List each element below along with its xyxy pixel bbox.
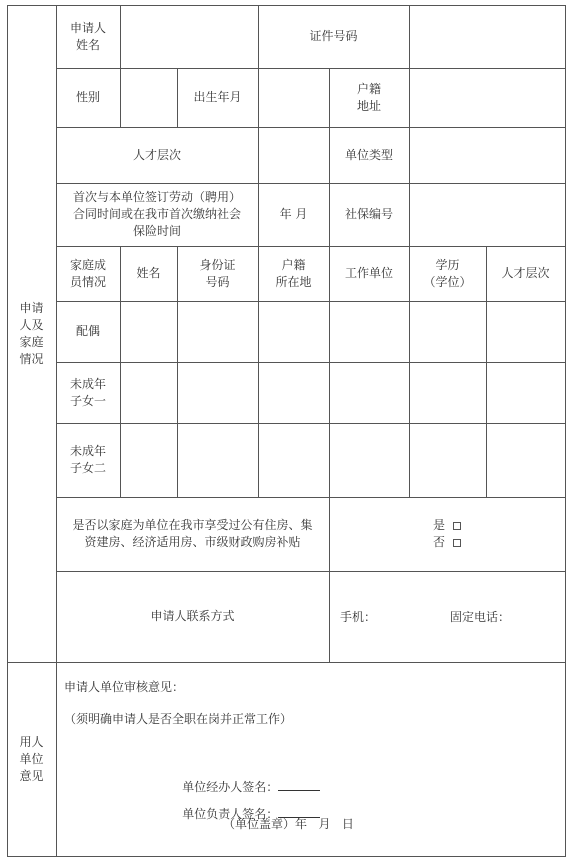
field-hukou-address[interactable] xyxy=(409,68,565,127)
option-no[interactable] xyxy=(433,534,461,551)
row-label-child-two: 未成年 子女二 xyxy=(69,444,106,475)
label-applicant-name: 申请人 姓名 xyxy=(69,20,106,52)
rule-child-one xyxy=(56,423,566,424)
field-birth-date[interactable] xyxy=(258,68,329,127)
head-signature-label: 单位负责人签名： xyxy=(182,807,279,821)
field-year-month[interactable]: 年 月 xyxy=(279,207,308,221)
header-work-unit: 工作单位 xyxy=(344,266,393,280)
label-hukou-address: 户籍 地址 xyxy=(356,81,381,113)
field-applicant-name[interactable] xyxy=(120,5,258,68)
label-mobile: 手机： xyxy=(340,610,377,624)
checkbox-no-icon[interactable] xyxy=(453,539,461,547)
header-family-members: 家庭成 员情况 xyxy=(69,257,106,289)
housing-options xyxy=(329,497,565,571)
handler-signature-label: 单位经办人签名： xyxy=(182,780,279,794)
header-education: 学历 （学位） xyxy=(423,257,472,289)
section-applicant-family: 申请 人及 家庭 情况 xyxy=(19,300,44,366)
rule-family-header xyxy=(56,301,566,302)
option-yes-label: 是 xyxy=(432,518,445,532)
section-employer-opinion: 用人 单位 意见 xyxy=(19,734,44,783)
label-talent-level: 人才层次 xyxy=(132,147,181,162)
review-title: 申请人单位审核意见： xyxy=(64,680,185,694)
rule-bottom xyxy=(7,856,566,857)
field-social-security-no[interactable] xyxy=(409,183,565,246)
label-id-number: 证件号码 xyxy=(309,29,358,43)
option-no-label: 否 xyxy=(432,535,445,549)
field-talent-level[interactable] xyxy=(258,127,329,183)
rule-outer-right xyxy=(565,5,566,857)
header-name: 姓名 xyxy=(136,266,161,280)
rule-fam-4 xyxy=(329,246,330,663)
header-id-card: 身份证 号码 xyxy=(199,257,236,289)
rule-section xyxy=(7,662,566,663)
checkbox-yes-icon[interactable] xyxy=(453,522,461,530)
header-hukou-location: 户籍 所在地 xyxy=(275,257,312,289)
label-employer-type: 单位类型 xyxy=(344,147,393,162)
application-form-table xyxy=(7,5,566,857)
stamp-date: （单位盖章）年 月 日 xyxy=(223,817,354,831)
label-social-security-no: 社保编号 xyxy=(344,207,393,221)
housing-question-text: 是否以家庭为单位在我市享受过公有住房、集 资建房、经济适用房、市级财政购房补贴 xyxy=(72,518,313,549)
review-note: （须明确申请人是否全职在岗并正常工作） xyxy=(64,712,293,726)
field-gender[interactable] xyxy=(120,68,177,127)
field-id-number[interactable] xyxy=(409,5,565,68)
label-birth-date: 出生年月 xyxy=(193,90,242,104)
row-label-spouse: 配偶 xyxy=(75,324,100,338)
header-talent-level: 人才层次 xyxy=(501,266,550,280)
row-label-child-one: 未成年 子女一 xyxy=(69,376,106,408)
label-landline: 固定电话： xyxy=(450,610,511,624)
rule-spouse xyxy=(56,362,566,363)
option-yes[interactable] xyxy=(433,517,461,534)
field-employer-type[interactable] xyxy=(409,127,565,183)
label-gender: 性别 xyxy=(75,90,100,104)
label-first-contract-date: 首次与本单位签订劳动（聘用） 合同时间或在我市首次缴纳社会 保险时间 xyxy=(72,190,241,238)
label-contact: 申请人联系方式 xyxy=(150,609,235,623)
